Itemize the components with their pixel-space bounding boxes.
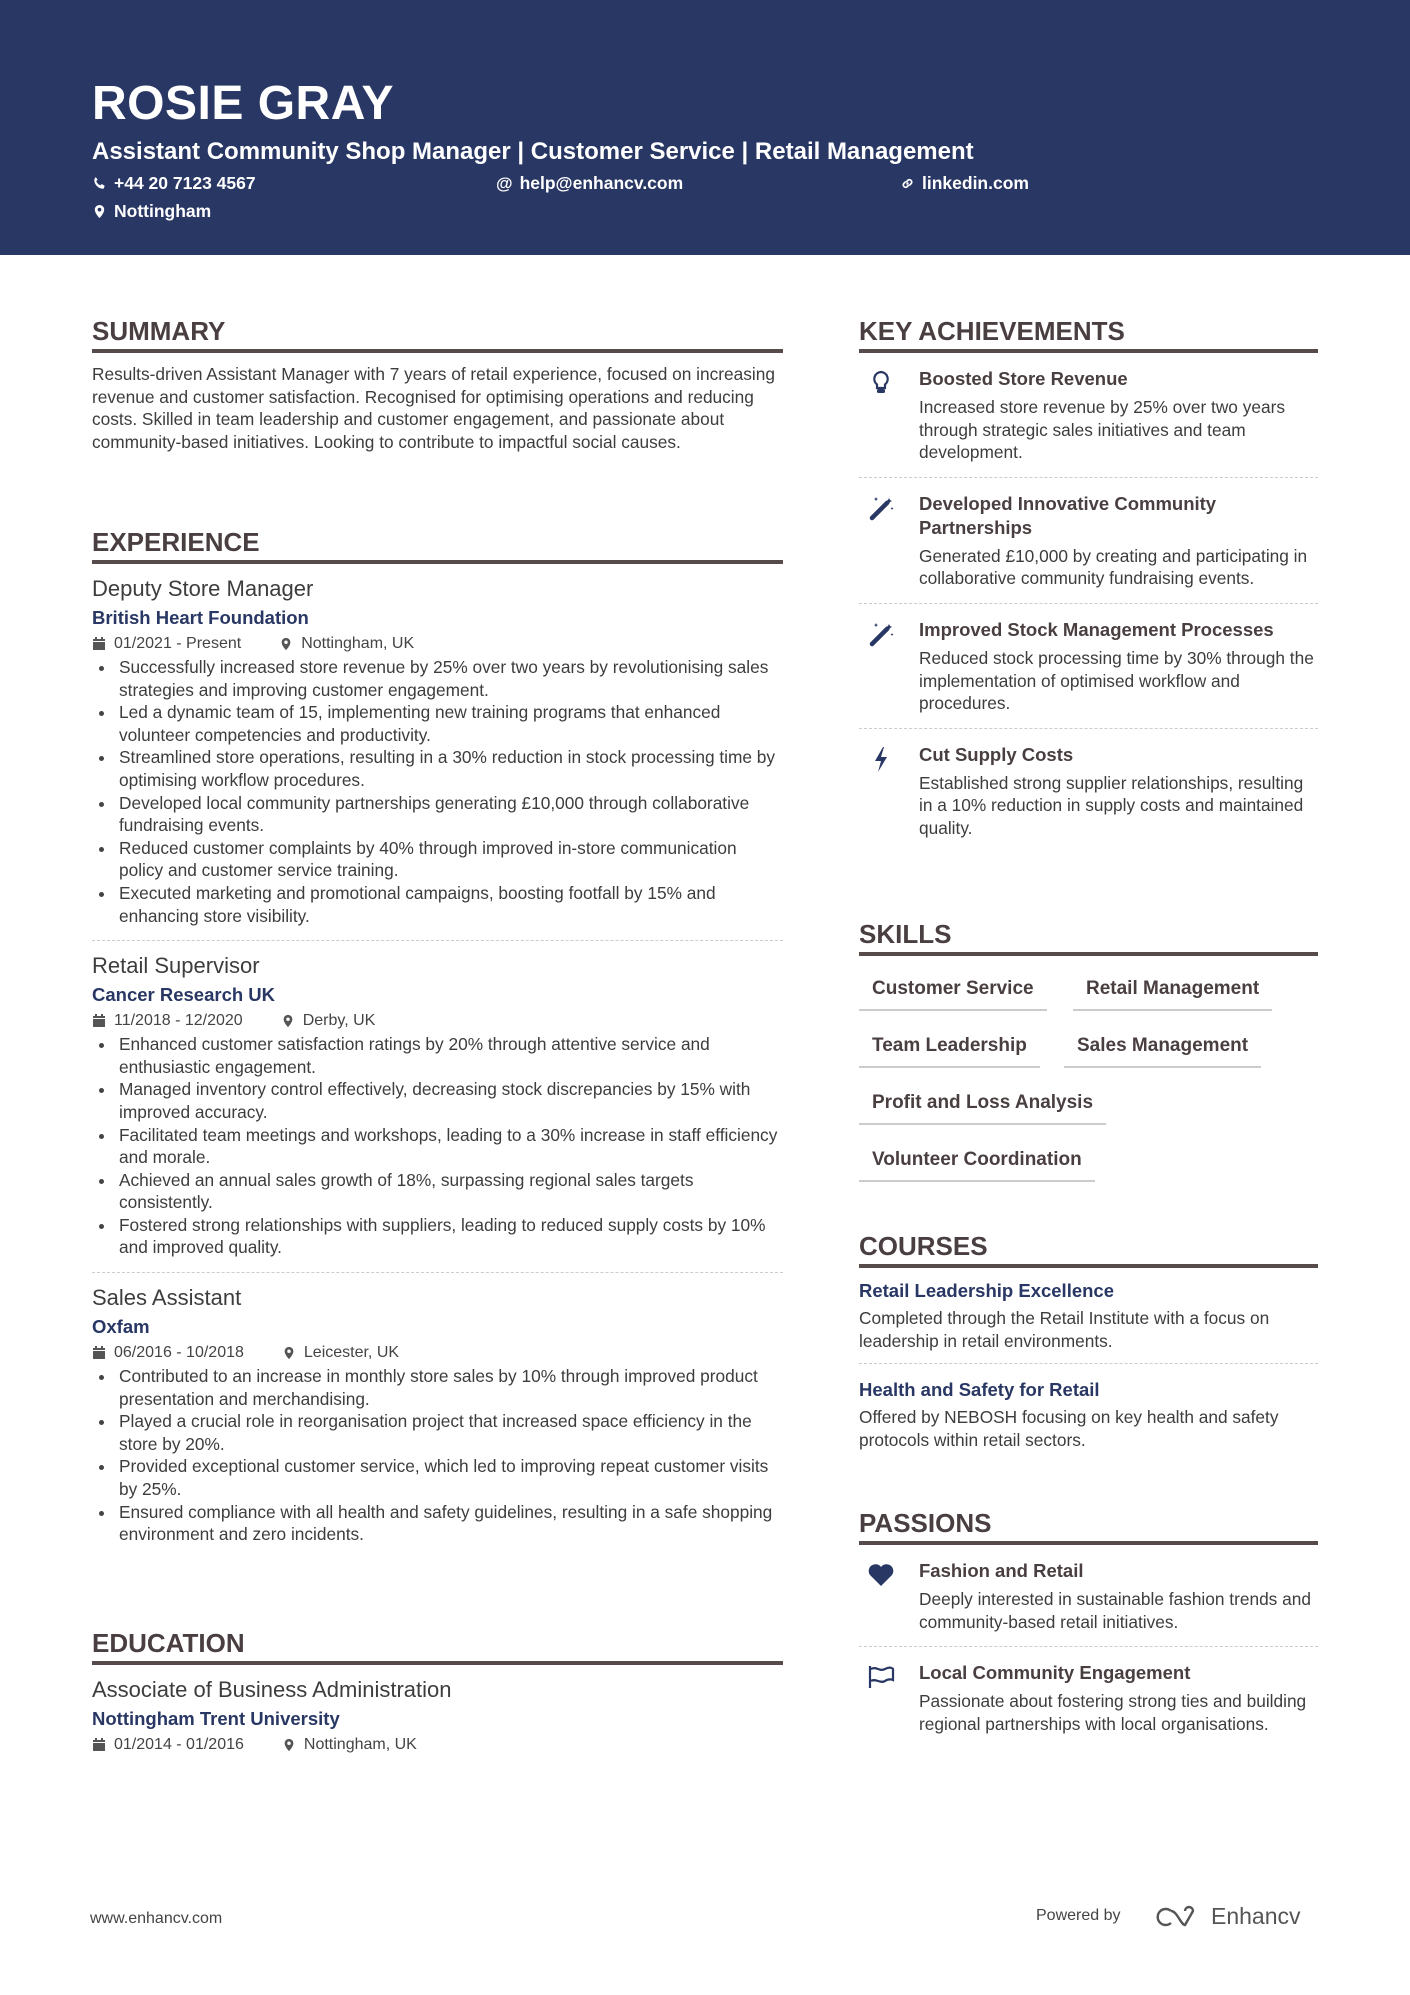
company-name: Cancer Research UK — [92, 984, 276, 1006]
skill-tag: Profit and Loss Analysis — [859, 1092, 1106, 1125]
location-pin-icon — [282, 1346, 296, 1360]
job-dates: 01/2021 - Present — [114, 635, 242, 652]
section-title: SUMMARY — [92, 315, 783, 353]
course-description: Offered by NEBOSH focusing on key health and safety protocols within retail sectors. — [859, 1407, 1279, 1450]
contact-phone — [92, 173, 256, 194]
footer-url[interactable]: www.enhancv.com — [90, 1910, 223, 1927]
phone-icon — [92, 176, 107, 191]
link-icon — [900, 176, 915, 191]
dates: 01/2014 - 01/2016 — [114, 1736, 244, 1753]
section-title: EDUCATION — [92, 1627, 783, 1665]
achievement-item — [859, 604, 1318, 728]
location-pin-icon — [279, 637, 293, 651]
location-pin-icon — [281, 1014, 295, 1028]
contact-email[interactable] — [496, 173, 683, 194]
bullet-item: Streamlined store operations, resulting in a 30% reduction in stock processing time by optimising workflow procedures. — [92, 746, 783, 791]
achievement-title: Improved Stock Management Processes — [919, 618, 1274, 640]
summary-section — [92, 315, 783, 453]
achievement-description: Generated £10,000 by creating and participating in collaborative community fundraising events. — [919, 545, 1308, 589]
achievement-title: Boosted Store Revenue — [919, 368, 1128, 389]
section-title: EXPERIENCE — [92, 526, 783, 564]
enhancv-logo[interactable] — [1155, 1903, 1301, 1930]
bullet-item: Reduced customer complaints by 40% through improved in-store communication policy and customer service training. — [92, 837, 783, 882]
section-title: PASSIONS — [859, 1507, 1318, 1545]
skill-tag: Sales Management — [1064, 1035, 1261, 1068]
website-text[interactable]: linkedin.com — [922, 173, 1029, 193]
course-item — [859, 1364, 1318, 1451]
courses-section — [859, 1230, 1318, 1451]
magic-wand-icon — [867, 494, 895, 522]
job-meta — [92, 1009, 783, 1033]
bullet-item: Contributed to an increase in monthly store sales by 10% through improved product presentation and merchandising. — [92, 1365, 783, 1410]
passion-title: Local Community Engagement — [919, 1662, 1191, 1684]
section-title: KEY ACHIEVEMENTS — [859, 315, 1318, 353]
calendar-icon — [92, 1346, 106, 1360]
job-title: Sales Assistant — [92, 1285, 242, 1311]
achievement-title: Developed Innovative Community Partnerships — [919, 492, 1217, 538]
passions-section — [859, 1507, 1318, 1748]
resume-header — [0, 0, 1410, 255]
job-entry — [92, 574, 783, 927]
passion-description: Passionate about fostering strong ties and building regional partnerships with local organisations. — [919, 1691, 1307, 1734]
section-title: SKILLS — [859, 918, 1318, 956]
job-bullets — [92, 1033, 783, 1259]
location-text: Nottingham — [114, 201, 212, 221]
bullet-item: Facilitated team meetings and workshops, leading to a 30% increase in staff efficiency and morale. — [92, 1124, 783, 1169]
passion-description: Deeply interested in sustainable fashion trends and community-based retail initiatives. — [919, 1589, 1311, 1632]
contact-website[interactable] — [900, 173, 1029, 194]
job-entry — [92, 1283, 783, 1546]
job-meta — [92, 1341, 783, 1365]
bullet-item: Led a dynamic team of 15, implementing new training programs that enhanced volunteer competencies and productivity. — [92, 701, 783, 746]
lightbulb-icon — [867, 369, 895, 397]
phone-text: +44 20 7123 4567 — [114, 173, 256, 193]
achievement-description: Reduced stock processing time by 30% through the implementation of optimised workflow and procedures. — [919, 647, 1314, 714]
company-name: British Heart Foundation — [92, 607, 309, 628]
bullet-item: Enhanced customer satisfaction ratings by 20% through attentive service and enthusiastic engagement. — [92, 1033, 783, 1078]
contact-location — [92, 201, 211, 222]
skill-tag: Volunteer Coordination — [859, 1149, 1095, 1182]
calendar-icon — [92, 637, 106, 651]
powered-by-label: Powered by — [1036, 1907, 1121, 1924]
candidate-name: ROSIE GRAY — [92, 77, 394, 130]
job-bullets — [92, 1365, 783, 1546]
calendar-icon — [92, 1738, 106, 1752]
job-meta — [92, 632, 783, 656]
bullet-item: Successfully increased store revenue by 25% over two years by revolutionising sales strategies and improving customer engagement. — [92, 656, 783, 701]
bullet-item: Executed marketing and promotional campaigns, boosting footfall by 15% and enhancing store visibility. — [92, 882, 783, 927]
achievement-description: Established strong supplier relationships, resulting in a 10% reduction in supply costs and maintained quality. — [919, 772, 1304, 838]
bullet-item: Fostered strong relationships with suppliers, leading to reduced supply costs by 10% and improved quality. — [92, 1214, 783, 1259]
course-description: Completed through the Retail Institute with a focus on leadership in retail environments. — [859, 1308, 1270, 1351]
job-title: Retail Supervisor — [92, 953, 260, 979]
candidate-headline: Assistant Community Shop Manager | Customer Service | Retail Management — [92, 138, 974, 165]
job-location: Leicester, UK — [303, 1344, 400, 1362]
course-title: Retail Leadership Excellence — [859, 1280, 1115, 1301]
passion-title: Fashion and Retail — [919, 1560, 1084, 1581]
summary-text: Results-driven Assistant Manager with 7 years of retail experience, focused on increasing revenue and customer satisfaction. Recognised for optimising operations and reducing costs. Skilled in team leadership and customer engagement, and passionate about community-based initiatives. Looking to contribute to impactful social causes. — [92, 364, 775, 452]
bullet-item: Achieved an annual sales growth of 18%, surpassing regional sales targets consistently. — [92, 1169, 783, 1214]
skill-tag: Team Leadership — [859, 1035, 1040, 1068]
job-dates: 06/2016 - 10/2018 — [114, 1344, 244, 1362]
achievement-title: Cut Supply Costs — [919, 743, 1074, 765]
enhancv-logo-icon — [1155, 1905, 1201, 1929]
course-item — [859, 1278, 1318, 1363]
achievement-description: Increased store revenue by 25% over two years through strategic sales initiatives and team development. — [919, 397, 1285, 463]
bullet-item: Played a crucial role in reorganisation project that increased space efficiency in the store by 20%. — [92, 1410, 783, 1455]
section-title: COURSES — [859, 1230, 1318, 1268]
skill-tag: Retail Management — [1073, 978, 1272, 1011]
calendar-icon — [92, 1014, 106, 1028]
job-location: Derby, UK — [302, 1012, 376, 1030]
degree: Associate of Business Administration — [92, 1677, 452, 1702]
education-meta — [92, 1733, 783, 1757]
job-entry — [92, 951, 783, 1259]
skill-tag: Customer Service — [859, 978, 1047, 1011]
bullet-item: Ensured compliance with all health and safety guidelines, resulting in a safe shopping environment and zero incidents. — [92, 1501, 783, 1546]
school: Nottingham Trent University — [92, 1708, 340, 1729]
at-icon: @ — [496, 173, 513, 193]
divider — [92, 1272, 783, 1273]
bullet-item: Managed inventory control effectively, decreasing stock discrepancies by 15% with improved accuracy. — [92, 1078, 783, 1123]
magic-wand-icon — [867, 620, 895, 648]
brand-name: Enhancv — [1211, 1903, 1301, 1929]
experience-section — [92, 526, 783, 1546]
achievements-section — [859, 315, 1318, 853]
company-name: Oxfam — [92, 1316, 150, 1338]
bullet-item: Developed local community partnerships generating £10,000 through collaborative fundraising events. — [92, 792, 783, 837]
location-pin-icon — [282, 1738, 296, 1752]
passion-item — [859, 1545, 1318, 1646]
location: Nottingham, UK — [303, 1736, 417, 1753]
bullet-item: Provided exceptional customer service, which led to improving repeat customer visits by 25%. — [92, 1455, 783, 1500]
achievement-item — [859, 729, 1318, 853]
flag-icon — [867, 1663, 895, 1691]
email-text[interactable]: help@enhancv.com — [519, 173, 684, 193]
achievement-item — [859, 353, 1318, 477]
achievement-item — [859, 478, 1318, 603]
location-pin-icon — [92, 204, 107, 219]
course-title: Health and Safety for Retail — [859, 1379, 1100, 1401]
heart-icon — [867, 1561, 895, 1589]
lightning-icon — [867, 745, 895, 773]
job-title: Deputy Store Manager — [92, 576, 314, 601]
job-dates: 11/2018 - 12/2020 — [114, 1012, 243, 1030]
education-section — [92, 1627, 783, 1757]
divider — [92, 940, 783, 941]
skills-section — [859, 918, 1318, 1198]
passion-item — [859, 1647, 1318, 1748]
job-bullets — [92, 656, 783, 927]
job-location: Nottingham, UK — [301, 635, 415, 652]
